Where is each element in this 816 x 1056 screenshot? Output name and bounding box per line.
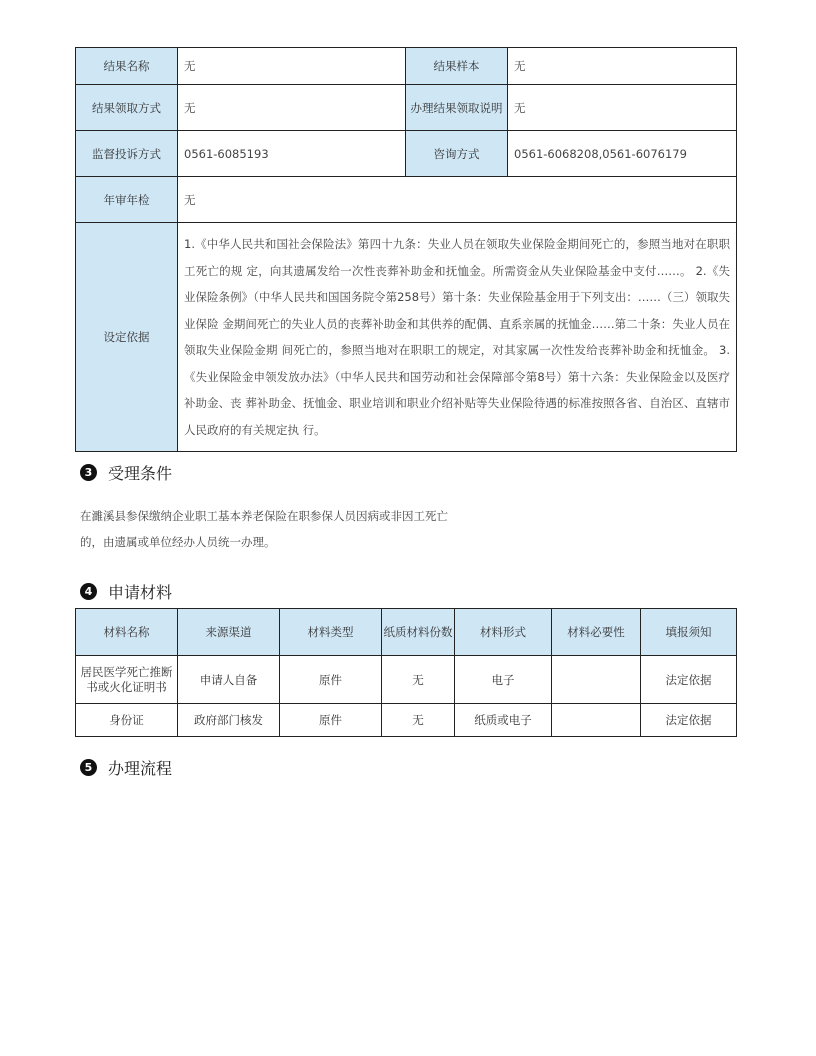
column-header: 材料名称 <box>76 609 178 656</box>
acceptance-line: 的，由遗属或单位经办人员统一办理。 <box>80 535 276 549</box>
table-cell: 法定依据 <box>641 656 737 704</box>
table-header-row <box>76 609 737 656</box>
table-cell: 身份证 <box>76 704 178 737</box>
section-title: 申请材料 <box>108 583 173 602</box>
section-title: 办理流程 <box>108 759 173 778</box>
result-sample-value: 无 <box>508 48 737 85</box>
complaint-label: 监督投诉方式 <box>76 131 178 177</box>
section-heading-process <box>80 756 172 779</box>
number-3-icon: 3 <box>80 464 97 481</box>
table-cell: 居民医学死亡推断书或火化证明书 <box>76 656 178 704</box>
info-row <box>76 223 737 452</box>
collect-method-label: 结果领取方式 <box>76 85 178 131</box>
column-header: 纸质材料份数 <box>382 609 455 656</box>
collect-note-label: 办理结果领取说明 <box>406 85 508 131</box>
section-heading-acceptance <box>80 461 172 484</box>
complaint-value: 0561-6085193 <box>178 131 406 177</box>
materials-table <box>75 608 737 737</box>
table-cell: 原件 <box>280 704 382 737</box>
annual-label: 年审年检 <box>76 177 178 223</box>
acceptance-line: 在濉溪县参保缴纳企业职工基本养老保险在职参保人员因病或非因工死亡 <box>80 509 448 523</box>
collect-note-value: 无 <box>508 85 737 131</box>
table-cell: 纸质或电子 <box>455 704 552 737</box>
table-cell <box>552 704 641 737</box>
table-cell: 电子 <box>455 656 552 704</box>
consult-value: 0561-6068208,0561-6076179 <box>508 131 737 177</box>
info-row <box>76 48 737 85</box>
result-name-label: 结果名称 <box>76 48 178 85</box>
table-cell: 无 <box>382 704 455 737</box>
basis-text: 1.《中华人民共和国社会保险法》第四十九条：失业人员在领取失业保险金期间死亡的，参照当地对在职职工死亡的规 定，向其遗属发给一次性丧葬补助金和抚恤金。所需资金从失业保险基金中支付……。 2.《失业保险条例》（中华人民共和国国务院令第258号）第十条：失业保险基金用于下列支出：……（三）领取失业保险 金期间死亡的失业人员的丧葬补助金和其供养的配偶、直系亲属的抚恤金……第二十条：失业人员在领取失业保险金期 间死亡的，参照当地对在职职工的规定，对其家属一次性发给丧葬补助金和抚恤金。 3.《失业保险金申领发放办法》（中华人民共和国劳动和社会保障部令第8号）第十六条：失业保险金以及医疗补助金、丧 葬补助金、抚恤金、职业培训和职业介绍补贴等失业保险待遇的标准按照各省、自治区、直辖市人民政府的有关规定执 行。 <box>178 223 737 452</box>
info-row <box>76 85 737 131</box>
annual-value: 无 <box>178 177 737 223</box>
column-header: 材料类型 <box>280 609 382 656</box>
collect-method-value: 无 <box>178 85 406 131</box>
section-heading-materials <box>80 580 172 603</box>
service-info-table <box>75 47 737 452</box>
info-row <box>76 131 737 177</box>
table-cell: 申请人自备 <box>178 656 280 704</box>
table-row <box>76 704 737 737</box>
number-4-icon: 4 <box>80 583 97 600</box>
section-title: 受理条件 <box>108 464 173 483</box>
info-row <box>76 177 737 223</box>
table-cell: 政府部门核发 <box>178 704 280 737</box>
table-row <box>76 656 737 704</box>
number-5-icon: 5 <box>80 759 97 776</box>
table-cell: 法定依据 <box>641 704 737 737</box>
column-header: 填报须知 <box>641 609 737 656</box>
table-cell: 无 <box>382 656 455 704</box>
column-header: 材料形式 <box>455 609 552 656</box>
column-header: 材料必要性 <box>552 609 641 656</box>
basis-label: 设定依据 <box>76 223 178 452</box>
result-name-value: 无 <box>178 48 406 85</box>
acceptance-conditions-text <box>80 503 480 555</box>
consult-label: 咨询方式 <box>406 131 508 177</box>
table-cell: 原件 <box>280 656 382 704</box>
result-sample-label: 结果样本 <box>406 48 508 85</box>
column-header: 来源渠道 <box>178 609 280 656</box>
table-cell <box>552 656 641 704</box>
